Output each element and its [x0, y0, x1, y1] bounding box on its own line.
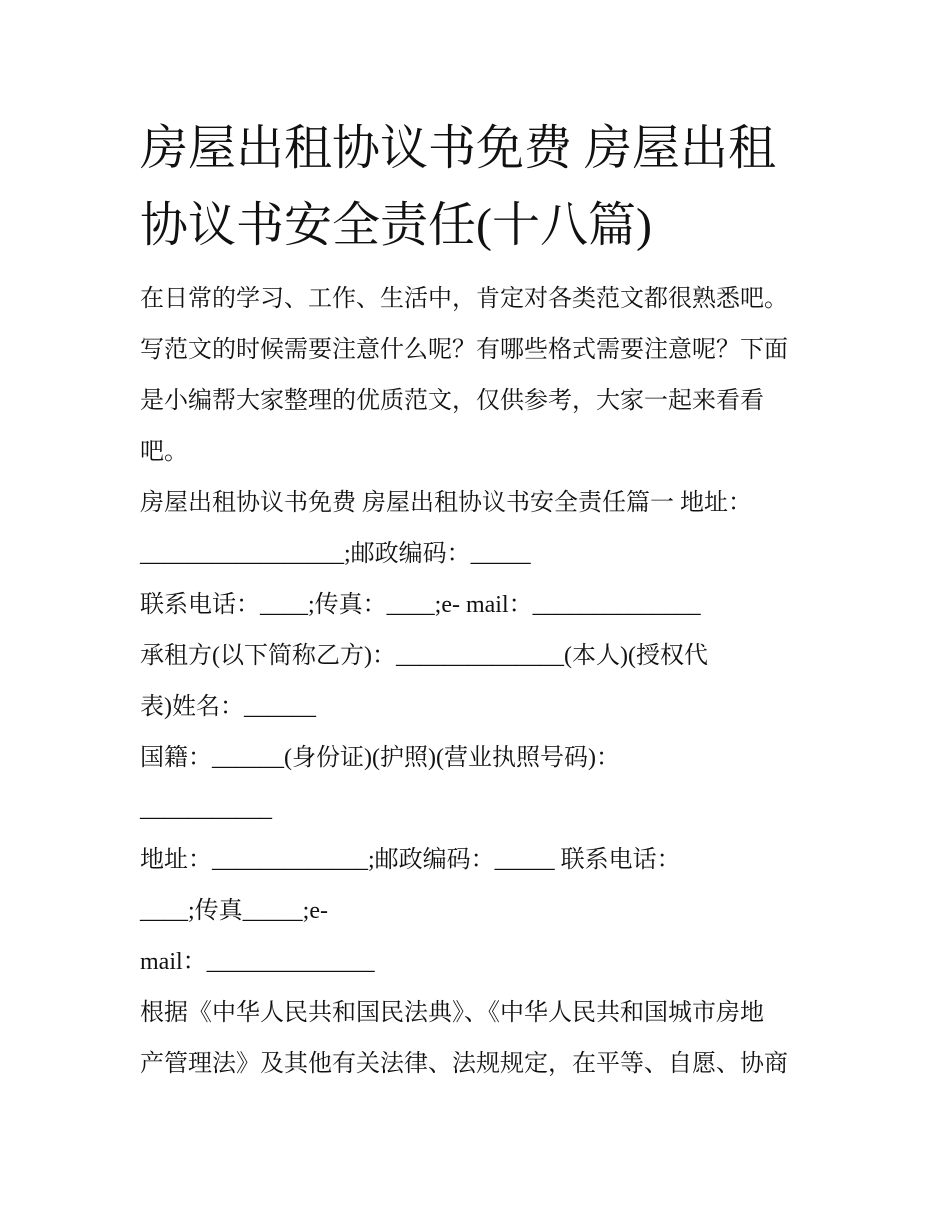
text-line: 在日常的学习、工作、生活中，肯定对各类范文都很熟悉吧。	[140, 286, 788, 312]
text-line: 房屋出租协议书免费 房屋出租协议书安全责任篇一 地址：	[140, 490, 752, 516]
text-line: 产管理法》及其他有关法律、法规规定，在平等、自愿、协商	[140, 1051, 788, 1077]
text-line: 承租方(以下简称乙方)：______________(本人)(授权代	[140, 643, 708, 669]
text-line: ____;传真_____;e-	[140, 898, 328, 924]
text-line: 根据《中华人民共和国民法典》、《中华人民共和国城市房地	[140, 1000, 764, 1026]
text-line: mail：______________	[140, 949, 375, 975]
text-line: _________________;邮政编码：_____	[140, 541, 531, 567]
text-line: 写范文的时候需要注意什么呢？有哪些格式需要注意呢？下面	[140, 337, 788, 363]
text-line: 地址：_____________;邮政编码：_____ 联系电话：	[140, 847, 681, 873]
title-line: 房屋出租协议书免费 房屋出租	[140, 122, 777, 175]
text-line: 是小编帮大家整理的优质范文，仅供参考，大家一起来看看	[140, 388, 764, 414]
text-line: 联系电话：____;传真：____;e- mail：______________	[140, 592, 701, 618]
text-line: ___________	[140, 796, 272, 822]
text-line: 国籍：______(身份证)(护照)(营业执照号码)：	[140, 745, 620, 771]
title-line: 协议书安全责任(十八篇)	[140, 199, 652, 252]
text-line: 吧。	[140, 439, 188, 465]
document-title	[140, 110, 840, 264]
text-line: 表)姓名：______	[140, 694, 316, 720]
document-body	[140, 274, 840, 1090]
